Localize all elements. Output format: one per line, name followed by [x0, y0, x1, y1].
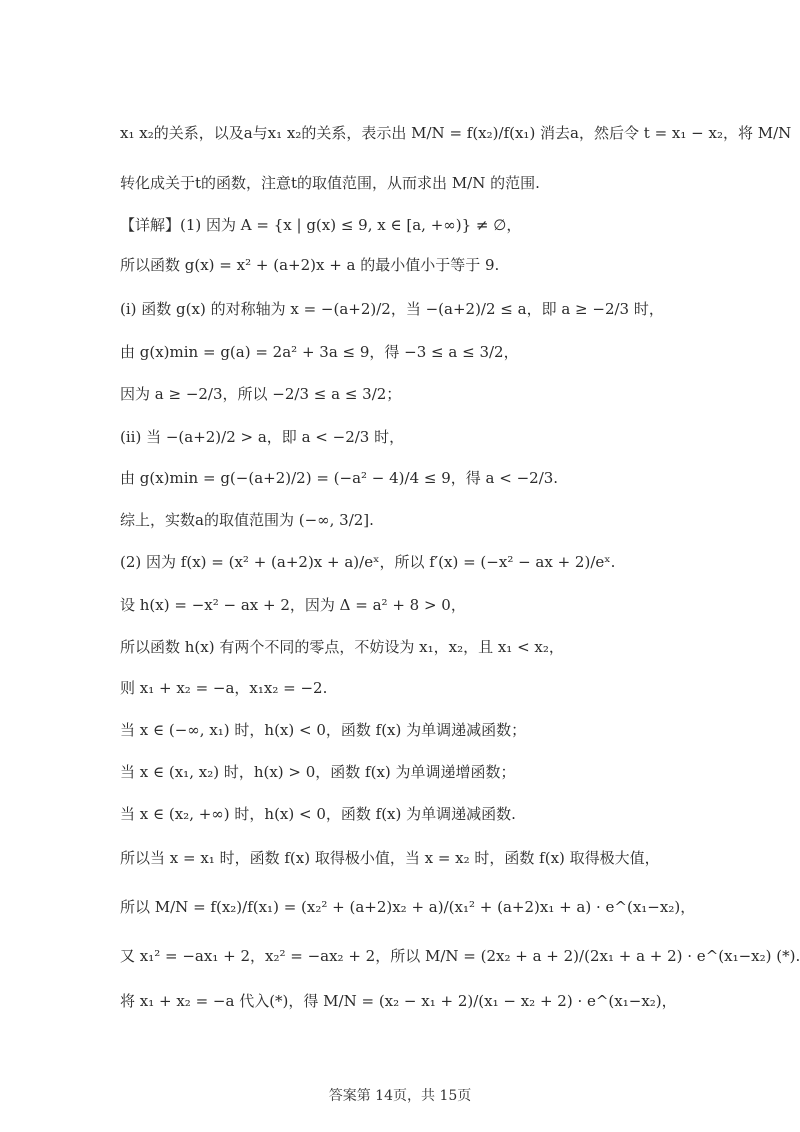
text-line: 当 x ∈ (x₂, +∞) 时，h(x) < 0，函数 f(x) 为单调递减函数.	[120, 805, 516, 823]
text-line: (ii) 当 −(a+2)/2 > a，即 a < −2/3 时，	[120, 428, 405, 446]
text-line: (i) 函数 g(x) 的对称轴为 x = −(a+2)/2，当 −(a+2)/2 ≤ a，即 a ≥ −2/3 时，	[120, 300, 664, 318]
text-line: 所以函数 h(x) 有两个不同的零点，不妨设为 x₁，x₂，且 x₁ < x₂，	[120, 638, 564, 656]
text-line: 转化成关于t的函数，注意t的取值范围，从而求出 M/N 的范围.	[120, 174, 540, 192]
text-line: 因为 a ≥ −2/3，所以 −2/3 ≤ a ≤ 3/2；	[120, 385, 402, 403]
text-line: 又 x₁² = −ax₁ + 2，x₂² = −ax₂ + 2，所以 M/N = (2x₂ + a + 2)/(2x₁ + a + 2) · e^(x₁−x₂) (*).	[120, 947, 800, 965]
text-line: 由 g(x)min = g(a) = 2a² + 3a ≤ 9，得 −3 ≤ a ≤ 3/2，	[120, 343, 519, 361]
text-line: 所以函数 g(x) = x² + (a+2)x + a 的最小值小于等于 9.	[120, 256, 500, 274]
text-line: 设 h(x) = −x² − ax + 2，因为 Δ = a² + 8 > 0，	[120, 596, 466, 614]
text-line: 所以当 x = x₁ 时，函数 f(x) 取得极小值，当 x = x₂ 时，函数 f(x) 取得极大值，	[120, 849, 660, 867]
text-line: (2) 因为 f(x) = (x² + (a+2)x + a)/eˣ，所以 f′(x) = (−x² − ax + 2)/eˣ.	[120, 553, 616, 571]
text-line: 当 x ∈ (x₁, x₂) 时，h(x) > 0，函数 f(x) 为单调递增函数；	[120, 763, 516, 781]
text-line: 当 x ∈ (−∞, x₁) 时，h(x) < 0，函数 f(x) 为单调递减函数；	[120, 721, 527, 739]
text-line: 【详解】(1) 因为 A = {x | g(x) ≤ 9, x ∈ [a, +∞)} ≠ ∅，	[120, 216, 522, 234]
page-footer: 答案第 14页，共 15页	[328, 1088, 472, 1104]
text-line: 由 g(x)min = g(−(a+2)/2) = (−a² − 4)/4 ≤ 9，得 a < −2/3.	[120, 469, 559, 487]
text-line: x₁ x₂的关系，以及a与x₁ x₂的关系，表示出 M/N = f(x₂)/f(x₁) 消去a，然后令 t = x₁ − x₂，将 M/N	[120, 124, 792, 142]
text-line: 则 x₁ + x₂ = −a，x₁x₂ = −2.	[120, 679, 328, 697]
text-line: 所以 M/N = f(x₂)/f(x₁) = (x₂² + (a+2)x₂ + a)/(x₁² + (a+2)x₁ + a) · e^(x₁−x₂)，	[120, 898, 696, 916]
text-line: 将 x₁ + x₂ = −a 代入(*)，得 M/N = (x₂ − x₁ + 2)/(x₁ − x₂ + 2) · e^(x₁−x₂)，	[120, 992, 677, 1010]
text-line: 综上，实数a的取值范围为 (−∞, 3/2].	[120, 511, 374, 529]
